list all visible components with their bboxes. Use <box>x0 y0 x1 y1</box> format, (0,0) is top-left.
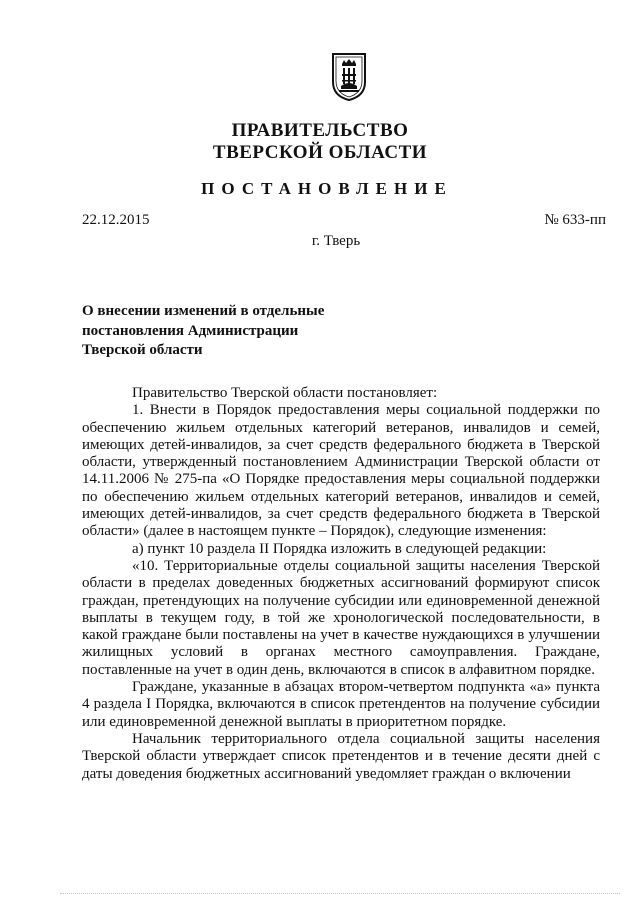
document-subject <box>82 302 324 361</box>
subject-line: постановления Администрации <box>82 322 299 339</box>
coat-of-arms-icon <box>331 52 367 102</box>
body-paragraph: 1. Внести в Порядок предоставления меры социальной поддержки по обеспечению жильем отдельных категорий ветеранов, инвалидов и семей, имеющих детей-инвалидов, за счет средств федерального бюджета в Тверской области, утвержденный постановлением Администрации Тверской области от 14.11.2006 № 275-па «О Порядке предоставления меры социальной поддержки по обеспечению жильем отдельных категорий ветеранов, инвалидов и семей, имеющих детей-инвалидов, за счет средств федерального бюджета в Тверской области» (далее в настоящем пункте – Порядок), следующие изменения: <box>82 402 600 540</box>
scan-artifact-divider <box>60 893 620 895</box>
body-paragraph: а) пункт 10 раздела II Порядка изложить в следующей редакции: <box>132 540 547 557</box>
government-title: ПРАВИТЕЛЬСТВО <box>231 120 409 141</box>
document-type-heading: ПОСТАНОВЛЕНИЕ <box>201 179 453 198</box>
body-paragraph: Правительство Тверской области постановляет: <box>132 385 438 401</box>
subject-line: О внесении изменений в отдельные <box>82 303 325 319</box>
body-paragraph: Граждане, указанные в абзацах втором-четвертом подпункта «а» пункта 4 раздела I Порядка, включаются в список претендентов на получение субсидии или единовременной денежной выплаты в приоритетном порядке. <box>82 679 600 730</box>
document-number: № 633-пп <box>544 212 606 228</box>
document-city: г. Тверь <box>311 233 361 249</box>
document-date: 22.12.2015 <box>82 212 150 228</box>
document-body <box>82 385 600 783</box>
region-title: ТВЕРСКОЙ ОБЛАСТИ <box>212 142 428 163</box>
body-paragraph: Начальник территориального отдела социальной защиты населения Тверской области утверждает список претендентов и в течение десяти дней с даты доведения бюджетных ассигнований уведомляет граждан о включении <box>82 730 600 782</box>
body-paragraph: «10. Территориальные отделы социальной защиты населения Тверской области в пределах доведенных бюджетных ассигнований формируют список граждан, претендующих на получение субсидии или единовременной денежной выплаты в текущем году, в той же хронологической последовательности, в какой граждане были поставлены на учет в качестве нуждающихся в улучшении жилищных условий в органах местного самоуправления. Граждане, поставленные на учет в один день, включаются в список в алфавитном порядке. <box>82 557 600 678</box>
subject-line: Тверской области <box>82 342 203 358</box>
